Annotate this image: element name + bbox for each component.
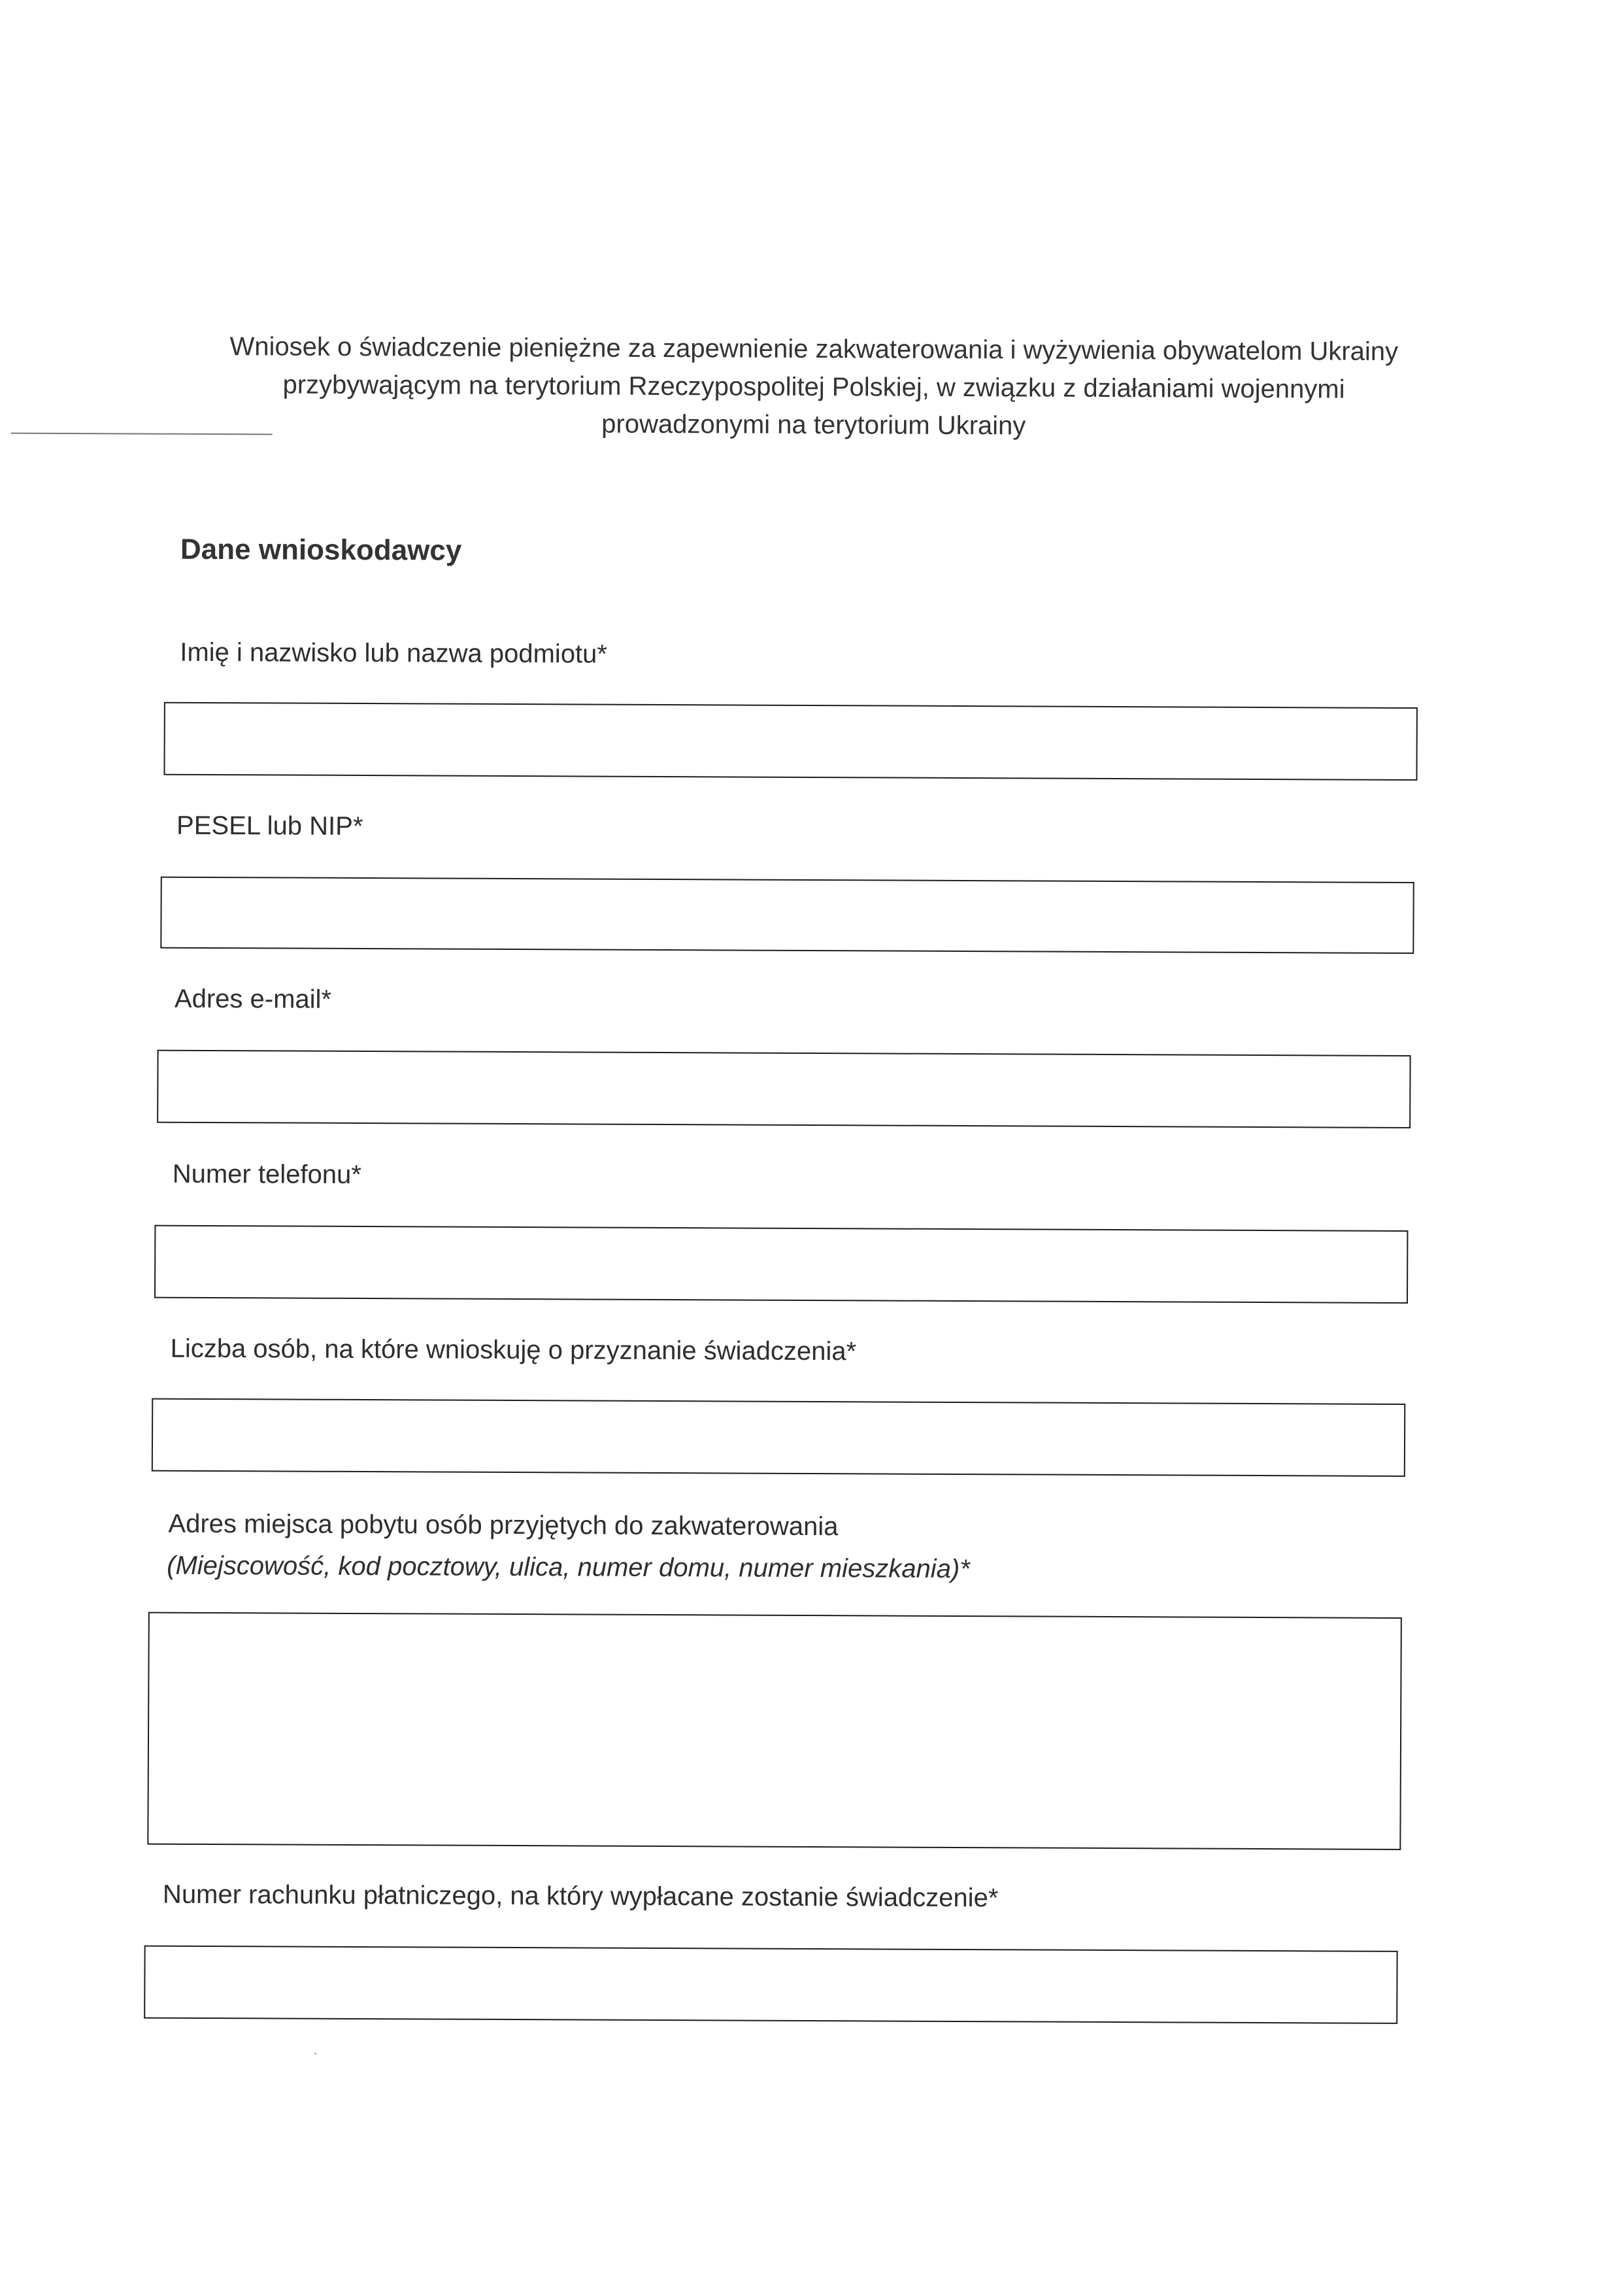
- title-line-2: przybywającym na terytorium Rzeczypospolitej Polskiej, w związku z działaniami wojennymi: [282, 370, 1345, 404]
- phone-field[interactable]: [154, 1225, 1408, 1304]
- section-heading: Dane wnioskodawcy: [180, 533, 462, 567]
- residence-address-hint: (Miejscowość, kod pocztowy, ulica, numer domu, numer mieszkania)*: [167, 1551, 970, 1584]
- pesel-nip-field[interactable]: [160, 877, 1414, 954]
- residence-address-label: Adres miejsca pobytu osób przyjętych do zakwaterowania: [168, 1509, 839, 1542]
- document-title: [173, 328, 1455, 447]
- scan-speck: [314, 2053, 316, 2055]
- title-line-3: prowadzonymi na terytorium Ukrainy: [601, 409, 1026, 441]
- phone-label: Numer telefonu*: [172, 1159, 361, 1190]
- title-line-1: Wniosek o świadczenie pieniężne za zapewnienie zakwaterowania i wyżywienia obywatelom Ukrainy: [229, 332, 1399, 366]
- persons-count-label: Liczba osób, na które wnioskuję o przyznanie świadczenia*: [170, 1334, 857, 1366]
- bank-account-field[interactable]: [144, 1946, 1397, 2024]
- margin-rule: [11, 433, 273, 435]
- name-label: Imię i nazwisko lub nazwa podmiotu*: [180, 637, 608, 669]
- pesel-nip-label: PESEL lub NIP*: [176, 811, 363, 841]
- residence-address-field[interactable]: [147, 1612, 1402, 1850]
- email-field[interactable]: [157, 1050, 1411, 1128]
- name-field[interactable]: [163, 702, 1417, 781]
- email-label: Adres e-mail*: [174, 984, 332, 1014]
- bank-account-label: Numer rachunku płatniczego, na który wypłacane zostanie świadczenie*: [162, 1880, 999, 1913]
- persons-count-field[interactable]: [152, 1398, 1405, 1477]
